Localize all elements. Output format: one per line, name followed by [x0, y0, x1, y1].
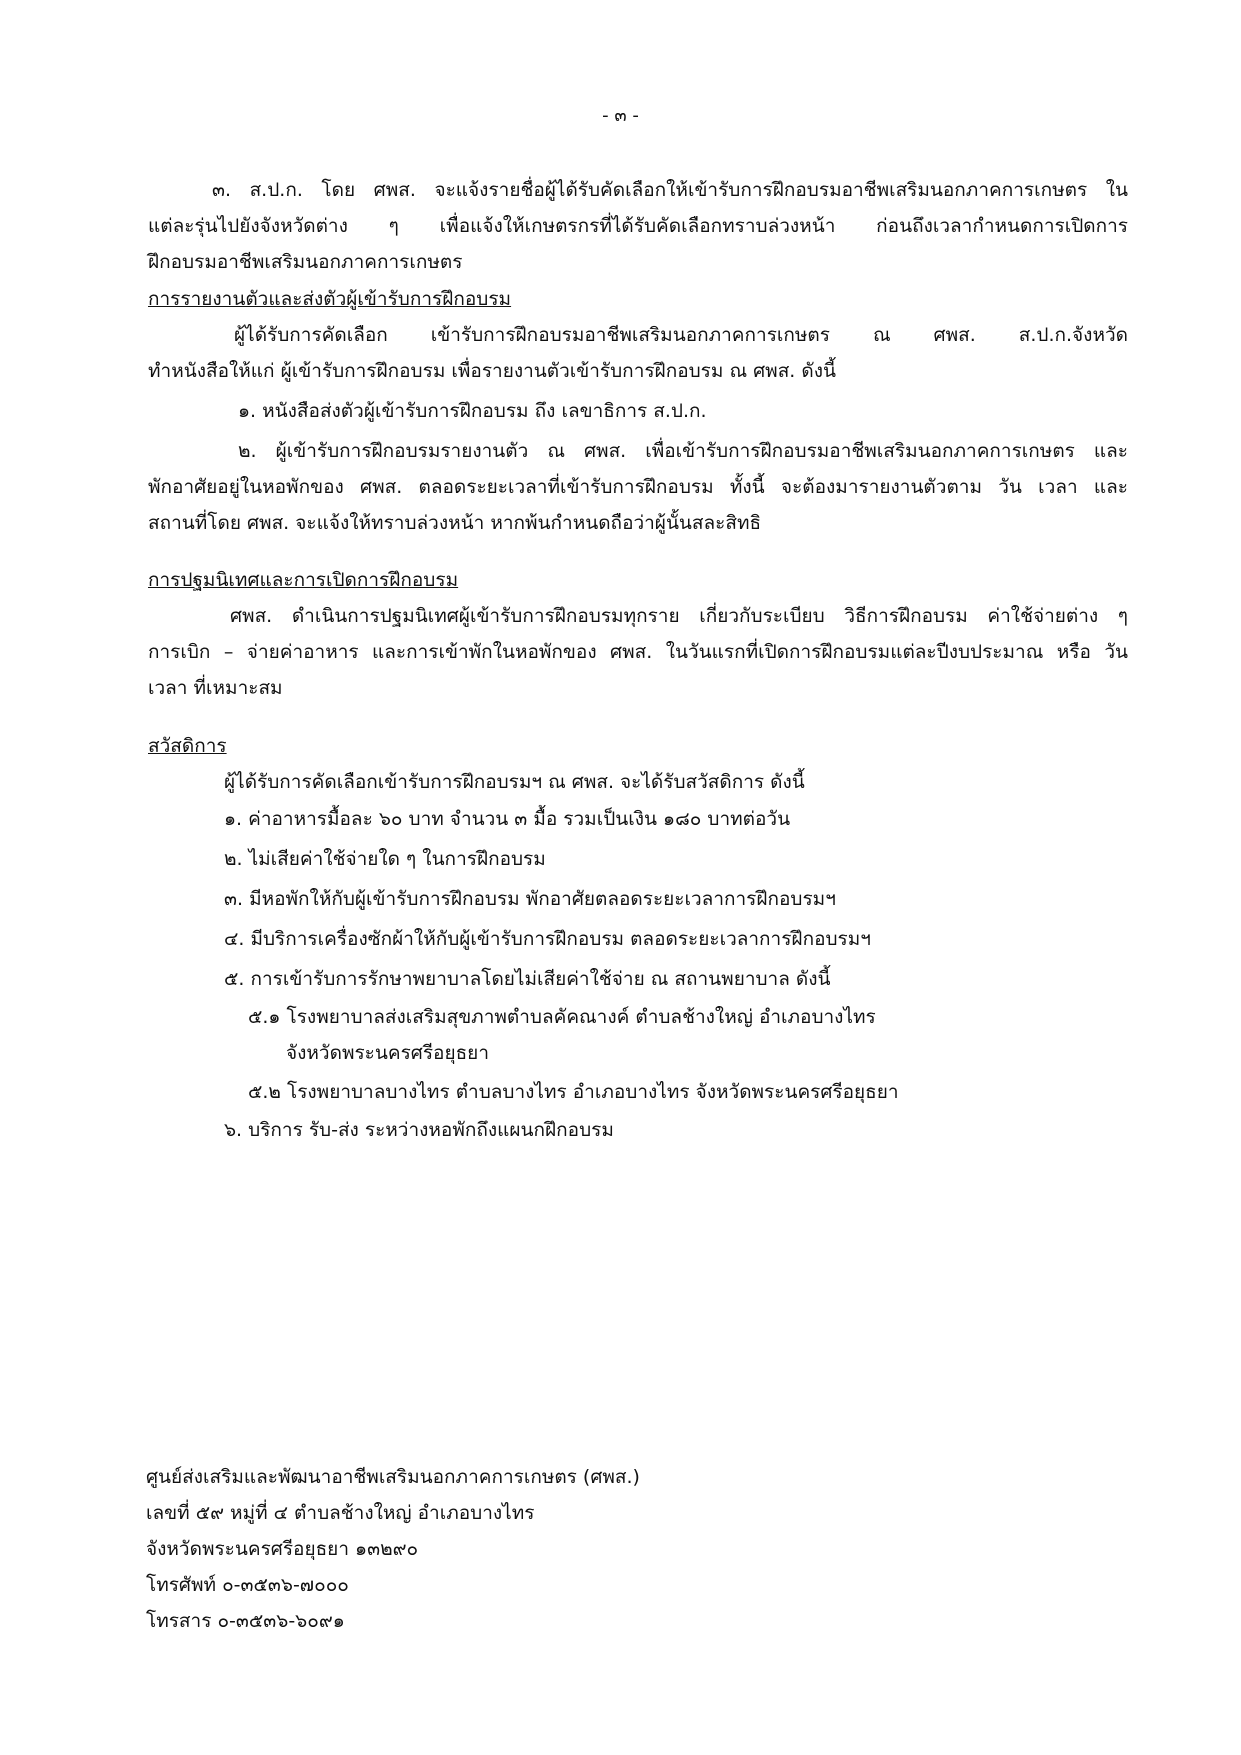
section3-line-1: ๓. ส.ป.ก. โดย ศพส. จะแจ้งรายชื่อผู้ได้รับคัดเลือกให้เข้ารับการฝึกอบรมอาชีพเสริมนอกภาคการเกษตร ใน — [212, 179, 1128, 201]
welfare-sub-5-1-line-2: จังหวัดพระนครศรีอยุธยา — [286, 1042, 489, 1064]
section3-line-2: แต่ละรุ่นไปยังจังหวัดต่าง ๆ เพื่อแจ้งให้เกษตรกรที่ได้รับคัดเลือกทราบล่วงหน้า ก่อนถึงเวลากำหนดการเปิดการ — [148, 215, 1128, 237]
footer-organization: ศูนย์ส่งเสริมและพัฒนาอาชีพเสริมนอกภาคการเกษตร (ศพส.) — [146, 1466, 640, 1488]
footer-address-line-2: จังหวัดพระนครศรีอยุธยา ๑๓๒๙๐ — [146, 1538, 419, 1560]
welfare-item-2: ๒. ไม่เสียค่าใช้จ่ายใด ๆ ในการฝึกอบรม — [224, 848, 546, 870]
reporting-item-2-line-2: พักอาศัยอยู่ในหอพักของ ศพส. ตลอดระยะเวลาที่เข้ารับการฝึกอบรม ทั้งนี้ จะต้องมารายงานตัวตาม วัน เวลา และ — [148, 476, 1128, 498]
reporting-heading: การรายงานตัวและส่งตัวผู้เข้ารับการฝึกอบรม — [148, 288, 512, 310]
welfare-item-3: ๓. มีหอพักให้กับผู้เข้ารับการฝึกอบรม พักอาศัยตลอดระยะเวลาการฝึกอบรมฯ — [224, 888, 836, 910]
welfare-item-5: ๕. การเข้ารับการรักษาพยาบาลโดยไม่เสียค่าใช้จ่าย ณ สถานพยาบาล ดังนี้ — [224, 968, 831, 990]
reporting-item-2-line-1: ๒. ผู้เข้ารับการฝึกอบรมรายงานตัว ณ ศพส. เพื่อเข้ารับการฝึกอบรมอาชีพเสริมนอกภาคการเกษตร และ — [238, 440, 1128, 462]
welfare-sub-5-2: ๕.๒ โรงพยาบาลบางไทร ตำบลบางไทร อำเภอบางไทร จังหวัดพระนครศรีอยุธยา — [248, 1081, 899, 1103]
reporting-item-2-line-3: สถานที่โดย ศพส. จะแจ้งให้ทราบล่วงหน้า หากพ้นกำหนดถือว่าผู้นั้นสละสิทธิ — [148, 512, 762, 534]
welfare-heading: สวัสดิการ — [148, 735, 227, 757]
welfare-item-6: ๖. บริการ รับ-ส่ง ระหว่างหอพักถึงแผนกฝึกอบรม — [224, 1119, 614, 1141]
reporting-para-line-1: ผู้ได้รับการคัดเลือก เข้ารับการฝึกอบรมอาชีพเสริมนอกภาคการเกษตร ณ ศพส. ส.ป.ก.จังหวัด — [234, 324, 1128, 346]
orientation-line-1: ศพส. ดำเนินการปฐมนิเทศผู้เข้ารับการฝึกอบรมทุกราย เกี่ยวกับระเบียบ วิธีการฝึกอบรม ค่าใช้จ่ายต่าง ๆ — [230, 605, 1128, 627]
footer-phone: โทรศัพท์ ๐-๓๕๓๖-๗๐๐๐ — [146, 1574, 349, 1596]
footer-address-line-1: เลขที่ ๕๙ หมู่ที่ ๔ ตำบลช้างใหญ่ อำเภอบางไทร — [146, 1502, 535, 1524]
footer-fax: โทรสาร ๐-๓๕๓๖-๖๐๙๑ — [146, 1610, 345, 1632]
orientation-line-3: เวลา ที่เหมาะสม — [148, 677, 283, 699]
section3-line-3: ฝึกอบรมอาชีพเสริมนอกภาคการเกษตร — [148, 251, 463, 273]
orientation-heading: การปฐมนิเทศและการเปิดการฝึกอบรม — [148, 569, 459, 591]
orientation-line-2: การเบิก – จ่ายค่าอาหาร และการเข้าพักในหอพักของ ศพส. ในวันแรกที่เปิดการฝึกอบรมแต่ละปีงบประมาณ หรือ วัน — [148, 641, 1128, 663]
reporting-item-1: ๑. หนังสือส่งตัวผู้เข้ารับการฝึกอบรม ถึง เลขาธิการ ส.ป.ก. — [238, 400, 707, 422]
reporting-para-line-2: ทำหนังสือให้แก่ ผู้เข้ารับการฝึกอบรม เพื่อรายงานตัวเข้ารับการฝึกอบรม ณ ศพส. ดังนี้ — [148, 360, 836, 382]
welfare-sub-5-1-line-1: ๕.๑ โรงพยาบาลส่งเสริมสุขภาพตำบลคัคณางค์ ตำบลช้างใหญ่ อำเภอบางไทร — [248, 1006, 876, 1028]
welfare-item-4: ๔. มีบริการเครื่องซักผ้าให้กับผู้เข้ารับการฝึกอบรม ตลอดระยะเวลาการฝึกอบรมฯ — [224, 928, 871, 950]
welfare-intro: ผู้ได้รับการคัดเลือกเข้ารับการฝึกอบรมฯ ณ ศพส. จะได้รับสวัสดิการ ดังนี้ — [224, 771, 805, 793]
welfare-item-1: ๑. ค่าอาหารมื้อละ ๖๐ บาท จำนวน ๓ มื้อ รวมเป็นเงิน ๑๘๐ บาทต่อวัน — [224, 808, 791, 830]
page-number: - ๓ - — [602, 105, 639, 126]
